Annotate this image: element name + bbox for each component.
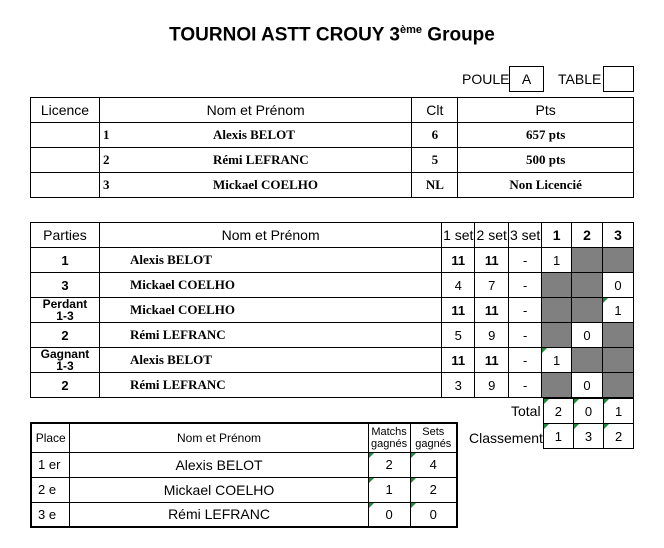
player-name: Rémi LEFRANC (212, 152, 309, 167)
match-label: Gagnant 1-3 (31, 348, 100, 373)
header-col-1: 1 (542, 223, 572, 248)
result-1 (542, 323, 572, 348)
total-table (543, 398, 634, 449)
player-pts: 657 pts (458, 123, 634, 148)
classement-row (544, 424, 634, 449)
match-player: Mickael COELHO (99, 298, 441, 323)
total-3: 1 (604, 399, 634, 424)
header-parties: Parties (31, 223, 100, 248)
header-place: Place (31, 423, 70, 452)
set2-score: 11 (475, 248, 509, 273)
result-3: 1 (603, 298, 634, 323)
match-row (31, 248, 634, 273)
matches-table (30, 222, 634, 398)
classement-label: Classement (469, 430, 543, 446)
result-3 (603, 348, 634, 373)
player-number: 1 (102, 127, 110, 142)
title-suffix: Groupe (422, 24, 495, 46)
player-name: Alexis BELOT (212, 127, 295, 142)
result-2 (572, 298, 603, 323)
total-label: Total (511, 403, 541, 419)
result-3 (603, 373, 634, 398)
result-2 (572, 348, 603, 373)
result-3 (603, 248, 634, 273)
set3-score: - (509, 273, 542, 298)
result-1: 1 (542, 248, 572, 273)
match-player: Mickael COELHO (99, 273, 441, 298)
classement-1: 1 (544, 424, 574, 449)
header-col-2: 2 (572, 223, 603, 248)
match-label: 2 (31, 373, 100, 398)
match-row (31, 298, 634, 323)
set2-score: 9 (475, 373, 509, 398)
player-name-cell (99, 148, 411, 173)
title-main: TOURNOI ASTT CROUY 3 (169, 24, 400, 46)
player-pts: Non Licencié (458, 173, 634, 198)
player-clt: 6 (412, 123, 458, 148)
set3-score: - (509, 248, 542, 273)
table-label: TABLE (558, 71, 602, 87)
ranking-name: Mickael COELHO (70, 477, 368, 502)
title-sup: ème (399, 24, 423, 36)
header-sets: Sets gagnés (410, 423, 457, 452)
player-clt: NL (412, 173, 458, 198)
match-row (31, 323, 634, 348)
set3-score: - (509, 323, 542, 348)
result-1: 1 (542, 348, 572, 373)
classement-3: 2 (604, 424, 634, 449)
total-row (544, 399, 634, 424)
result-1 (542, 298, 572, 323)
poule-value: A (509, 66, 544, 92)
match-label: 3 (31, 273, 100, 298)
set2-score: 11 (475, 298, 509, 323)
match-label: Perdant 1-3 (31, 298, 100, 323)
ranking-sets: 0 (410, 502, 457, 527)
player-number: 2 (102, 152, 110, 167)
player-row (31, 173, 634, 198)
header-licence: Licence (31, 98, 100, 123)
set3-score: - (509, 373, 542, 398)
header-name: Nom et Prénom (70, 423, 368, 452)
header-set1: 1 set (442, 223, 475, 248)
player-name-cell (99, 173, 411, 198)
header-set2: 2 set (475, 223, 509, 248)
match-label: 1 (31, 248, 100, 273)
header-name: Nom et Prénom (99, 223, 441, 248)
player-name: Mickael COELHO (212, 177, 319, 192)
ranking-name: Alexis BELOT (70, 452, 368, 477)
player-pts: 500 pts (458, 148, 634, 173)
classement-2: 3 (573, 424, 604, 449)
ranking-sets: 2 (410, 477, 457, 502)
header-name: Nom et Prénom (99, 98, 411, 123)
player-row (31, 148, 634, 173)
result-3 (603, 323, 634, 348)
ranking-row (31, 477, 457, 502)
match-player: Rémi LEFRANC (99, 323, 441, 348)
header-pts: Pts (458, 98, 634, 123)
header-clt: Clt (412, 98, 458, 123)
ranking-matchs: 1 (368, 477, 410, 502)
player-name-cell (99, 123, 411, 148)
set2-score: 11 (475, 348, 509, 373)
set1-score: 11 (442, 298, 475, 323)
ranking-sets: 4 (410, 452, 457, 477)
result-1 (542, 273, 572, 298)
ranking-place: 1 er (31, 452, 70, 477)
match-row (31, 373, 634, 398)
match-player: Rémi LEFRANC (99, 373, 441, 398)
player-number: 3 (102, 177, 110, 192)
page-title (0, 24, 664, 46)
set2-score: 7 (475, 273, 509, 298)
player-row (31, 123, 634, 148)
ranking-header-row (31, 423, 457, 452)
ranking-place: 2 e (31, 477, 70, 502)
match-player: Alexis BELOT (99, 248, 441, 273)
result-2 (572, 248, 603, 273)
match-row (31, 273, 634, 298)
poule-label: POULE (462, 71, 510, 87)
result-2 (572, 273, 603, 298)
total-2: 0 (573, 399, 604, 424)
players-table (30, 97, 634, 198)
match-row (31, 348, 634, 373)
ranking-row (31, 452, 457, 477)
ranking-matchs: 2 (368, 452, 410, 477)
ranking-matchs: 0 (368, 502, 410, 527)
set3-score: - (509, 298, 542, 323)
header-matchs: Matchs gagnés (368, 423, 410, 452)
total-1: 2 (544, 399, 574, 424)
set1-score: 11 (442, 248, 475, 273)
set2-score: 9 (475, 323, 509, 348)
table-value (603, 66, 634, 92)
set3-score: - (509, 348, 542, 373)
set1-score: 3 (442, 373, 475, 398)
header-col-3: 3 (603, 223, 634, 248)
player-clt: 5 (412, 148, 458, 173)
ranking-table (30, 422, 458, 528)
set1-score: 11 (442, 348, 475, 373)
ranking-place: 3 e (31, 502, 70, 527)
result-2: 0 (572, 323, 603, 348)
set1-score: 4 (442, 273, 475, 298)
set1-score: 5 (442, 323, 475, 348)
ranking-row (31, 502, 457, 527)
result-3: 0 (603, 273, 634, 298)
ranking-name: Rémi LEFRANC (70, 502, 368, 527)
result-1 (542, 373, 572, 398)
matches-header-row (31, 223, 634, 248)
match-label: 2 (31, 323, 100, 348)
players-header-row (31, 98, 634, 123)
header-set3: 3 set (509, 223, 542, 248)
match-player: Alexis BELOT (99, 348, 441, 373)
result-2: 0 (572, 373, 603, 398)
